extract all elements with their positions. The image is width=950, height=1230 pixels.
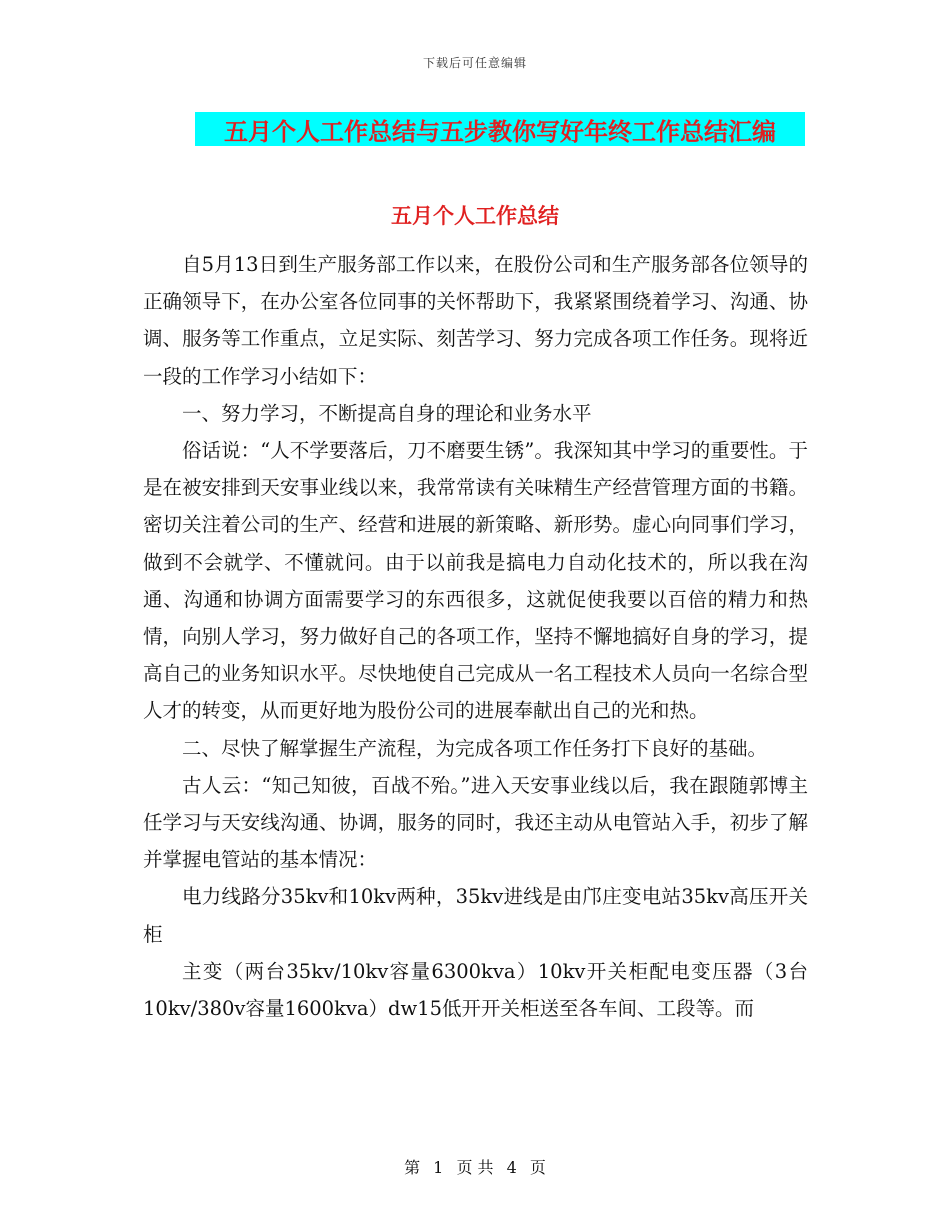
paragraph-transformer: 主变（两台35kv/10kv容量6300kva）10kv开关柜配电变压器（3台10kv/380v容量1600kva）dw15低开开关柜送至各车间、工段等。而: [143, 959, 808, 1021]
section-title: 五月个人工作总结: [391, 204, 559, 228]
footer-page-number: 1: [433, 1158, 444, 1177]
paragraph-study: 俗话说：“人不学要落后，刀不磨要生锈”。我深知其中学习的重要性。于是在被安排到天安事业线以来，我常常读有关味精生产经营管理方面的书籍。密切关注着公司的生产、经营和进展的新策略、新形势。虚心向同事们学习，做到不会就学、不懂就问。由于以前我是搞电力自动化技术的，所以我在沟通、沟通和协调方面需要学习的东西很多，这就促使我要以百倍的精力和热情，向别人学习，努力做好自己的各项工作，坚持不懈地搞好自身的学习，提高自己的业务知识水平。尽快地使自己完成从一名工程技术人员向一名综合型人才的转变，从而更好地为股份公司的进展奉献出自己的光和热。: [143, 439, 808, 723]
paragraph-heading-2: 二、尽快了解掌握生产流程，为完成各项工作任务打下良好的基础。: [182, 736, 768, 760]
document-body: [143, 246, 808, 1027]
page-footer: [0, 1155, 950, 1178]
document-title: 五月个人工作总结与五步教你写好年终工作总结汇编: [224, 117, 776, 146]
footer-page-total: 4: [506, 1158, 517, 1177]
footer-page-prefix: 第: [404, 1158, 421, 1177]
footer-page-mid: 页 共: [456, 1158, 494, 1177]
paragraph-heading-1: 一、努力学习，不断提高自身的理论和业务水平: [182, 401, 592, 425]
paragraph-process: 古人云：“知己知彼，百战不殆。”进入天安事业线以后，我在跟随郭博主任学习与天安线沟通、协调，服务的同时，我还主动从电管站入手，初步了解并掌握电管站的基本情况：: [143, 773, 808, 872]
document-title-highlight: [195, 112, 805, 146]
paragraph-power-lines: 电力线路分35kv和10kv两种，35kv进线是由邝庄变电站35kv高压开关柜: [143, 885, 808, 946]
footer-page-suffix: 页: [529, 1158, 546, 1177]
paragraph-intro: 自5月13日到生产服务部工作以来，在股份公司和生产服务部各位领导的正确领导下，在办公室各位同事的关怀帮助下，我紧紧围绕着学习、沟通、协调、服务等工作重点，立足实际、刻苦学习、努力完成各项工作任务。现将近一段的工作学习小结如下：: [143, 253, 808, 388]
header-note: 下载后可任意编辑: [422, 56, 527, 70]
